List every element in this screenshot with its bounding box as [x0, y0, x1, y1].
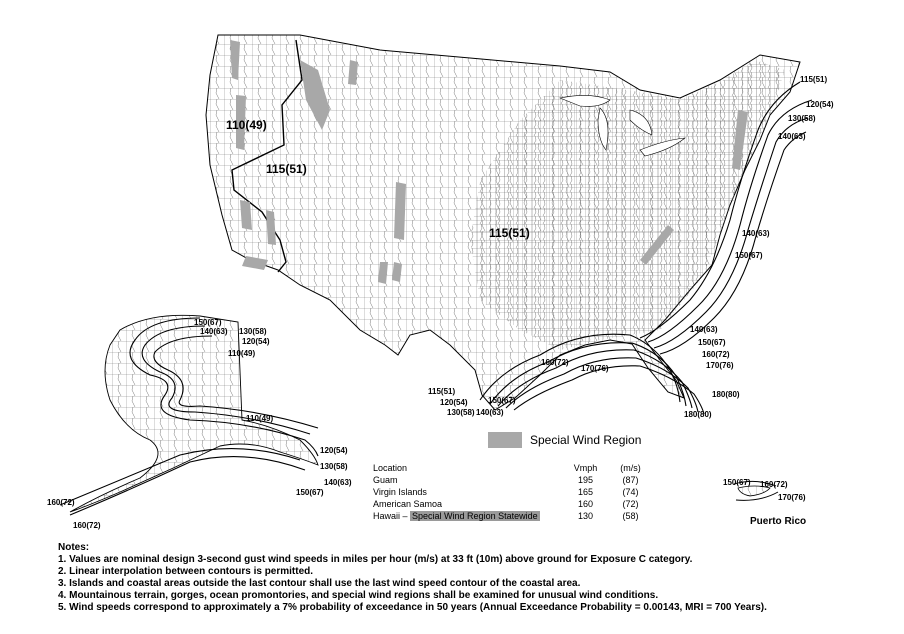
contour-label: 180(80): [684, 410, 712, 419]
contour-label: 160(72): [702, 350, 730, 359]
contour-label: 140(63): [742, 229, 770, 238]
table-row: [373, 510, 653, 522]
contour-label: 130(58): [239, 327, 267, 336]
contour-label: 130(58): [447, 408, 475, 417]
contour-label: 140(63): [690, 325, 718, 334]
location-name: Guam: [373, 475, 398, 485]
header-vmph: Vmph: [573, 463, 598, 473]
contour-label: 160(72): [541, 358, 569, 367]
contour-label: 160(72): [73, 521, 101, 530]
location-table: [373, 462, 653, 522]
contour-label: 150(67): [698, 338, 726, 347]
contour-label: 115(51): [800, 75, 828, 84]
contour-label: 140(63): [324, 478, 352, 487]
contour-label: 160(72): [760, 480, 788, 489]
location-vmph: 195: [577, 475, 594, 485]
contour-label: 130(58): [320, 462, 348, 471]
puerto-rico-title: Puerto Rico: [750, 516, 807, 527]
location-name: American Samoa: [373, 499, 443, 509]
contour-label: 115(51): [428, 387, 456, 396]
note-item: 3. Islands and coastal areas outside the last contour shall use the last wind speed contour of the coastal area.: [58, 578, 581, 589]
contour-label: 170(76): [706, 361, 734, 370]
header-ms: (m/s): [620, 463, 641, 473]
table-header-row: [373, 462, 653, 474]
contour-label: 120(54): [440, 398, 468, 407]
contour-label: 120(54): [242, 337, 270, 346]
location-vmph: 165: [577, 487, 594, 497]
location-ms: (87): [622, 475, 639, 485]
contour-label: 140(63): [476, 408, 504, 417]
location-name: Virgin Islands: [373, 487, 427, 497]
notes-title: Notes:: [58, 542, 90, 553]
location-ms: (58): [622, 511, 639, 521]
contour-label: 160(72): [47, 498, 75, 507]
contour-label: 170(76): [581, 364, 609, 373]
contour-label: 120(54): [320, 446, 348, 455]
location-ms: (74): [622, 487, 639, 497]
contour-label: 150(67): [296, 488, 324, 497]
location-ms: (72): [622, 499, 639, 509]
location-name: [373, 510, 563, 522]
location-vmph: 130: [577, 511, 594, 521]
hawaii-label: Hawaii –: [373, 511, 408, 521]
legend-label: Special Wind Region: [530, 433, 642, 447]
contour-label: 115(51): [489, 226, 530, 240]
table-row: [373, 498, 653, 510]
contour-label: 110(49): [228, 349, 256, 358]
contour-label: 110(49): [226, 118, 267, 132]
note-item: 2. Linear interpolation between contours is permitted.: [58, 566, 314, 577]
contour-label: 150(67): [723, 478, 751, 487]
contour-label: 115(51): [266, 162, 307, 176]
note-item: 5. Wind speeds correspond to approximately a 7% probability of exceedance in 50 years (Annual Exceedance Probability = 0.00143, MRI = 700 Years).: [58, 602, 767, 613]
contour-label: 150(67): [194, 318, 222, 327]
alaska: [70, 315, 318, 512]
legend-swatch: [488, 432, 522, 448]
contour-label: 180(80): [712, 390, 740, 399]
hawaii-special-region-note: Special Wind Region Statewide: [412, 511, 538, 521]
contour-label: 150(67): [735, 251, 763, 260]
contour-label: 140(63): [200, 327, 228, 336]
contour-label: 120(54): [806, 100, 834, 109]
header-location: Location: [373, 463, 408, 473]
contour-label: 150(67): [488, 396, 516, 405]
note-item: 1. Values are nominal design 3-second gust wind speeds in miles per hour (m/s) at 33 ft (10m) above ground for Exposure C category.: [58, 554, 693, 565]
contour-label: 110(49): [246, 414, 274, 423]
contour-label: 170(76): [778, 493, 806, 502]
location-vmph: 160: [577, 499, 594, 509]
notes: [58, 542, 767, 614]
contour-label: 140(63): [778, 132, 806, 141]
table-row: [373, 474, 653, 486]
table-row: [373, 486, 653, 498]
contour-label: 130(58): [788, 114, 816, 123]
note-item: 4. Mountainous terrain, gorges, ocean promontories, and special wind regions shall be examined for unusual wind conditions.: [58, 590, 659, 601]
